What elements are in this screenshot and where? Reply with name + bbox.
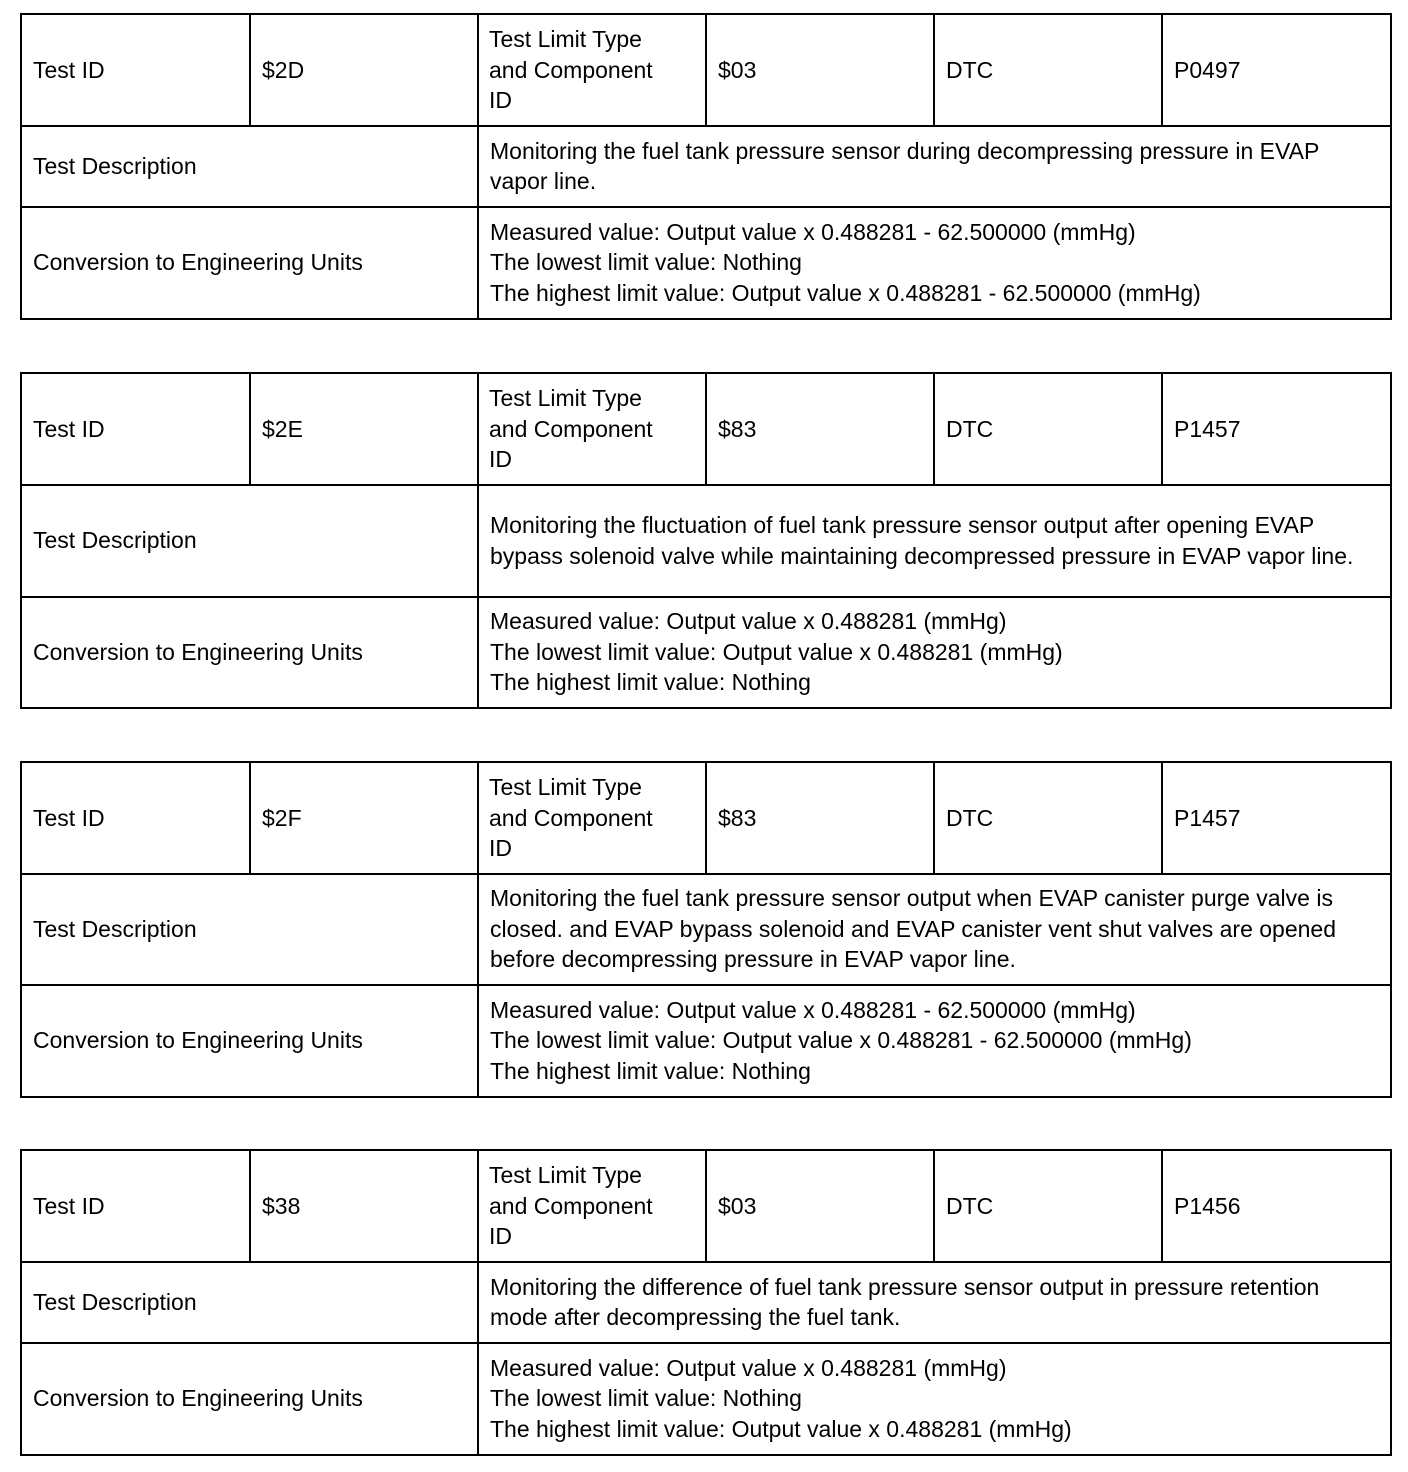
- limit-type-label: Test Limit Type and Component ID: [478, 762, 706, 874]
- test-table: [20, 372, 1392, 709]
- test-id-label: Test ID: [21, 762, 250, 874]
- dtc-label: DTC: [934, 762, 1162, 874]
- conversion-row: [21, 207, 1391, 319]
- dtc-value: P0497: [1162, 14, 1391, 126]
- test-description-label: Test Description: [21, 874, 478, 985]
- dtc-value: P1456: [1162, 1150, 1391, 1262]
- test-header-row: [21, 1150, 1391, 1262]
- test-header-row: [21, 373, 1391, 485]
- test-table: [20, 13, 1392, 320]
- test-table: [20, 1149, 1392, 1456]
- test-description-row: [21, 874, 1391, 985]
- dtc-label: DTC: [934, 373, 1162, 485]
- conversion-text: Measured value: Output value x 0.488281 (mmHg) The lowest limit value: Nothing The highest limit value: Output value x 0.488281 (mmHg): [478, 1343, 1391, 1455]
- conversion-row: [21, 985, 1391, 1097]
- dtc-value: P1457: [1162, 373, 1391, 485]
- test-header-row: [21, 14, 1391, 126]
- limit-type-label: Test Limit Type and Component ID: [478, 1150, 706, 1262]
- limit-type-label: Test Limit Type and Component ID: [478, 373, 706, 485]
- test-header-row: [21, 762, 1391, 874]
- test-description-text: Monitoring the fluctuation of fuel tank pressure sensor output after opening EVAP bypass solenoid valve while maintaining decompressed pressure in EVAP vapor line.: [478, 485, 1391, 597]
- test-id-label: Test ID: [21, 1150, 250, 1262]
- test-description-label: Test Description: [21, 1262, 478, 1343]
- dtc-label: DTC: [934, 1150, 1162, 1262]
- test-table: [20, 761, 1392, 1098]
- test-description-label: Test Description: [21, 126, 478, 207]
- conversion-label: Conversion to Engineering Units: [21, 597, 478, 708]
- test-description-text: Monitoring the difference of fuel tank pressure sensor output in pressure retention mode after decompressing the fuel tank.: [478, 1262, 1391, 1343]
- test-description-label: Test Description: [21, 485, 478, 597]
- limit-type-value: $83: [706, 762, 934, 874]
- dtc-label: DTC: [934, 14, 1162, 126]
- test-id-label: Test ID: [21, 14, 250, 126]
- test-id-value: $2F: [250, 762, 478, 874]
- conversion-label: Conversion to Engineering Units: [21, 985, 478, 1097]
- conversion-row: [21, 1343, 1391, 1455]
- test-description-row: [21, 485, 1391, 597]
- test-id-value: $2D: [250, 14, 478, 126]
- limit-type-label: Test Limit Type and Component ID: [478, 14, 706, 126]
- test-description-text: Monitoring the fuel tank pressure sensor output when EVAP canister purge valve is closed. and EVAP bypass solenoid and EVAP canister vent shut valves are opened before decompressing pressure in EVAP vapor line.: [478, 874, 1391, 985]
- test-description-row: [21, 126, 1391, 207]
- test-id-value: $2E: [250, 373, 478, 485]
- limit-type-value: $03: [706, 1150, 934, 1262]
- dtc-value: P1457: [1162, 762, 1391, 874]
- conversion-label: Conversion to Engineering Units: [21, 207, 478, 319]
- test-description-text: Monitoring the fuel tank pressure sensor during decompressing pressure in EVAP vapor line.: [478, 126, 1391, 207]
- test-id-label: Test ID: [21, 373, 250, 485]
- conversion-text: Measured value: Output value x 0.488281 - 62.500000 (mmHg) The lowest limit value: Nothing The highest limit value: Output value x 0.488281 - 62.500000 (mmHg): [478, 207, 1391, 319]
- limit-type-value: $83: [706, 373, 934, 485]
- test-description-row: [21, 1262, 1391, 1343]
- test-id-value: $38: [250, 1150, 478, 1262]
- limit-type-value: $03: [706, 14, 934, 126]
- conversion-row: [21, 597, 1391, 708]
- conversion-text: Measured value: Output value x 0.488281 (mmHg) The lowest limit value: Output value x 0.488281 (mmHg) The highest limit value: Nothing: [478, 597, 1391, 708]
- conversion-label: Conversion to Engineering Units: [21, 1343, 478, 1455]
- conversion-text: Measured value: Output value x 0.488281 - 62.500000 (mmHg) The lowest limit value: Output value x 0.488281 - 62.500000 (mmHg) The highest limit value: Nothing: [478, 985, 1391, 1097]
